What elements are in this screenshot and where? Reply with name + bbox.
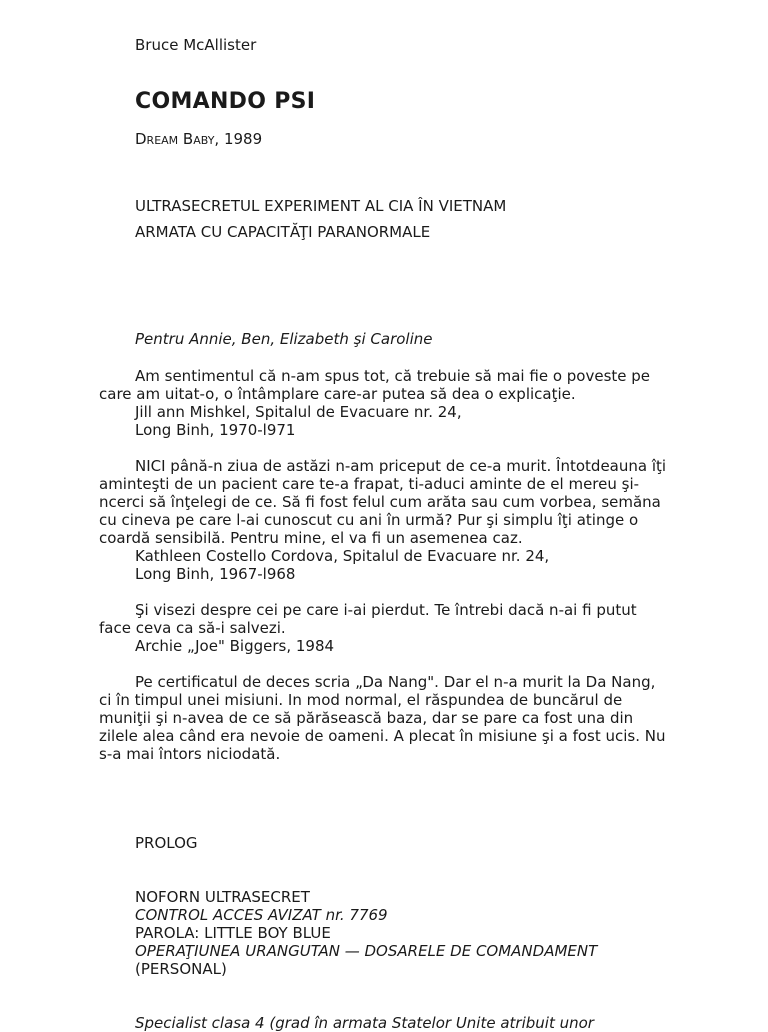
epigraph-1-text: Am sentimentul că n-am spus tot, că trebuie să mai fie o poveste pe care am uitat-o, o întâmplare care-ar putea să dea o explicaţie.: [99, 367, 651, 403]
classification-line-5: (PERSONAL): [135, 960, 227, 978]
epigraph-1-attribution-1: Jill ann Mishkel, Spitalul de Evacuare nr. 24,: [135, 403, 462, 421]
classification-line-1: NOFORN ULTRASECRET: [135, 888, 310, 906]
classification-line-3: PAROLA: LITTLE BOY BLUE: [135, 924, 331, 942]
publication-year: , 1989: [214, 130, 263, 148]
original-title-line: [135, 130, 262, 148]
epigraph-3-attribution: Archie „Joe" Biggers, 1984: [135, 637, 335, 655]
epigraph-2-attribution-2: Long Binh, 1967-l968: [135, 565, 296, 583]
prologue-heading: PROLOG: [135, 834, 198, 852]
epigraph-1-attribution-2: Long Binh, 1970-l971: [135, 421, 296, 439]
tagline-1: ULTRASECRETUL EXPERIMENT AL CIA ÎN VIETNAM: [135, 197, 507, 215]
epigraph-2-attribution-1: Kathleen Costello Cordova, Spitalul de Evacuare nr. 24,: [135, 547, 550, 565]
epigraph-4-text: Pe certificatul de deces scria „Da Nang". Dar el n-a murit la Da Nang, ci în timpul unei misiuni. In mod normal, el răspundea de buncărul de muniţii şi n-avea de ce să părăsească baza, dar se pare ca fost una din zilele alea când era nevoie de oameni. A plecat în misiune şi a fost ucis. Nu s-a mai întors niciodată.: [99, 673, 666, 763]
epigraph-3-text: Şi visezi despre cei pe care i-ai pierdut. Te întrebi dacă n-ai fi putut face ceva ca să-i salvezi.: [99, 601, 637, 637]
book-title: COMANDO PSI: [135, 89, 316, 114]
tagline-2: ARMATA CU CAPACITĂŢI PARANORMALE: [135, 223, 431, 241]
classification-line-4: OPERAŢIUNEA URANGUTAN — DOSARELE DE COMANDAMENT: [135, 942, 598, 960]
classification-line-2: CONTROL ACCES AVIZAT nr. 7769: [135, 906, 388, 924]
footer-partial-text: Specialist clasa 4 (grad în armata Statelor Unite atribuit unor: [135, 1014, 594, 1032]
original-title: Dream Baby: [135, 130, 215, 148]
author-name: Bruce McAllister: [135, 36, 257, 54]
epigraph-2-text: NICI până-n ziua de astăzi n-am priceput de ce-a murit. Întotdeauna îţi aminteşti de un pacient care te-a frapat, ti-aduci aminte de el mereu şi-ncerci să înţelegi de ce. Să fi fost felul cum arăta sau cum vorbea, semăna cu cineva pe care l-ai cunoscut cu ani în urmă? Pur şi simplu îţi atinge o coardă sensibilă. Pentru mine, el va fi un asemenea caz.: [99, 457, 667, 547]
dedication: Pentru Annie, Ben, Elizabeth şi Caroline: [135, 330, 433, 348]
